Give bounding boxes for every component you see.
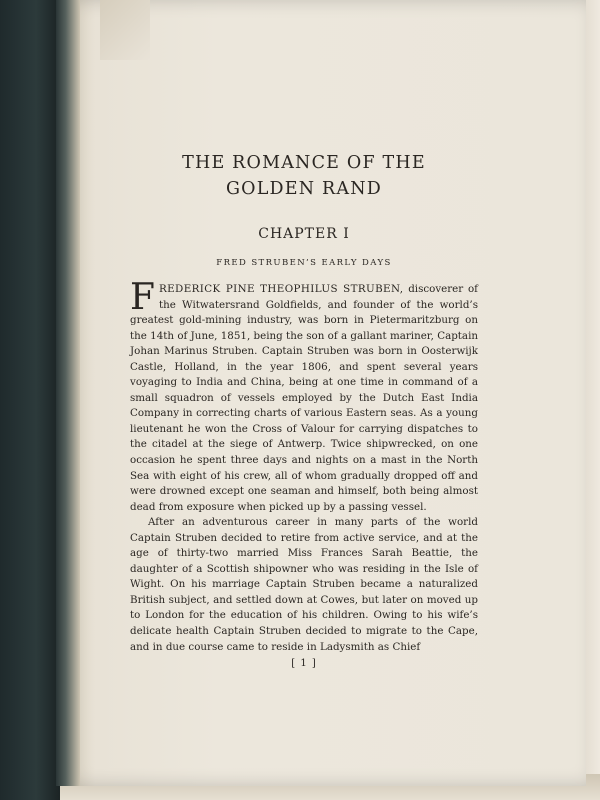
- book-gutter: [56, 0, 80, 786]
- opening-caps: REDERICK PINE THEOPHILUS STRUBEN,: [158, 283, 404, 295]
- book-title: [130, 150, 478, 202]
- body-text: [130, 277, 478, 655]
- title-line-2: GOLDEN RAND: [226, 179, 382, 199]
- drop-cap: F: [130, 277, 155, 318]
- page-content: [130, 150, 478, 669]
- paragraph-1-text: discoverer of the Witwatersrand Goldfields, and founder of the world’s greatest gold-mining industry, was born in Pietermaritzburg on the 14th of June, 1851, being the son of a gallant mariner, Captain Johan Marinus Struben. Captain Struben was born in Oosterwijk Castle, Holland, in the year 1806, and spent several years voyaging to India and China, being at one time in command of a small squadron of vessels employed by the Dutch East India Company in correcting charts of various Eastern seas. As a young lieutenant he won the Cross of Valour for carrying dispatches to the citadel at the siege of Antwerp. Twice shipwrecked, on one occasion he spent three days and nights on a mast in the North Sea with eight of his crew, all of whom gradually dropped off and were drowned except one seaman and himself, both being almost dead from exposure when picked up by a passing vessel.: [130, 283, 478, 513]
- paragraph-2: After an adventurous career in many parts of the world Captain Struben decided to retire from active service, and at the age of thirty-two married Miss Frances Sarah Beattie, the daughter of a Scottish shipowner who was residing in the Isle of Wight. On his marriage Captain Struben became a naturalized British subject, and settled down at Cowes, but later on moved up to London for the education of his children. Owing to his wife’s delicate health Captain Struben decided to migrate to the Cape, and in due course came to reside in Ladysmith as Chief: [130, 516, 478, 653]
- page-corner-fold: [100, 0, 150, 60]
- page-number: [ 1 ]: [291, 658, 317, 670]
- title-line-1: THE ROMANCE OF THE: [182, 153, 426, 173]
- chapter-title: FRED STRUBEN’S EARLY DAYS: [216, 258, 392, 268]
- paragraph-1: [130, 277, 478, 515]
- chapter-heading: CHAPTER I: [258, 226, 350, 242]
